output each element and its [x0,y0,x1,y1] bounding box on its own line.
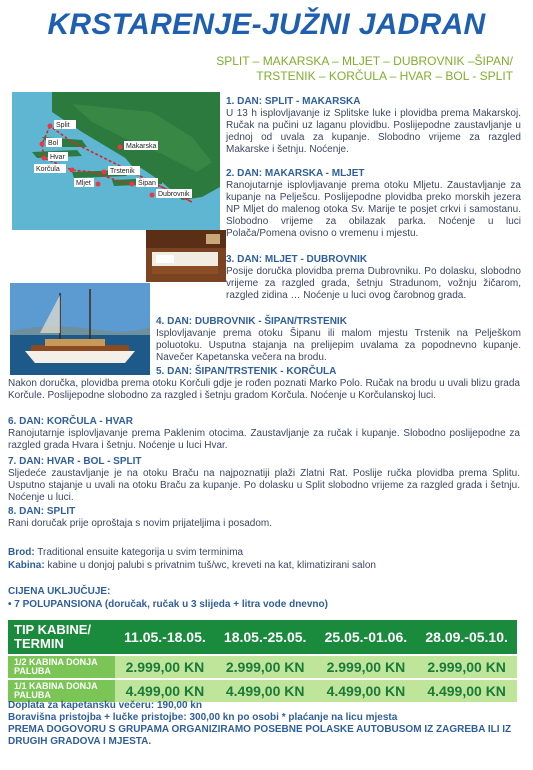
day-4-title: 4. DAN: DUBROVNIK - ŠIPAN/TRSTENIK [156,316,347,327]
page-title: KRSTARENJE-JUŽNI JADRAN [47,8,486,41]
itinerary-day-4 [156,316,521,364]
cabin-type-label: 1/2 KABINA DONJA PALUBA [8,656,115,678]
map-label-korcula: Korčula [36,166,60,173]
map-label-bol: Bol [48,140,59,147]
day-6-text: Ranojutarnje isplovljavanje prema Paklenim otocima. Zaustavljanje za ručak i kupanje. Slobodno poslijepodne za razgled grada Hvara i šetnju. Noćenje u luci Hvar. [8,428,520,451]
table-row [8,680,517,702]
kabina-label: Kabina: [8,560,45,571]
map-marker-korcula [70,168,75,173]
day-1-text: U 13 h isplovljavanje iz Splitske luke i plovidba prema Makarskoj. Ručak na pučini uz laganu plovidbu. Poslijepodne zaustavljanje u jednoj od uvala za kupanje. Slobodno vrijeme za razgled Makarske i šetnju. Noćenje. [226,108,521,155]
brod-label: Brod: [8,547,35,558]
price-cell: 4.499,00 KN [416,680,517,702]
price-cell: 2.999,00 KN [316,656,417,678]
footer-taxes: Boravišna pristojba + lučke pristojbe: 300,00 kn po osobi * plaćanje na licu mjesta [8,712,398,723]
price-includes-item: • 7 POLUPANSIONA (doručak, ručak u 3 slijeda + litra vode dnevno) [8,599,328,610]
day-3-text: Posije doručka plovidba prema Dubrovniku. Po dolasku, slobodno vrijeme za razgled grada, šetnju Stradunom, vožnju žičarom, razgled zidina … Noćenje u luci ovog čarobnog grada. [226,266,521,301]
day-6-title: 6. DAN: KORČULA - HVAR [8,416,133,427]
cabin-photo [146,230,226,282]
route-line-2: TRSTENIK – KORČULA – HVAR – BOL - SPLIT [256,69,513,83]
itinerary-day-7 [8,456,520,504]
itinerary-day-5 [8,366,520,402]
map-marker-sipan [130,182,135,187]
map-marker-mljet [96,182,101,187]
price-table-date-4: 28.09.-05.10. [416,620,517,654]
map-marker-split [48,124,53,129]
itinerary-day-2 [226,168,521,240]
map-label-hvar: Hvar [50,154,65,161]
day-4-text: Isplovljavanje prema otoku Šipanu ili malom mjestu Trstenik na Pelješkom poluotoku. Usputna stajanja na prelijepim uvalama za popodnevno kupanje. Navečer Kapetanska večera na brodu. [156,328,521,363]
kabina-line [8,559,520,572]
day-7-text: Sljedeće zaustavljanje je na otoku Braču na najpoznatiji plaži Zlatni Rat. Poslije ručka plovidba prema Splitu. Usputno stajanje u uvali na otoku Braču za kupanje. Po dolasku u Split slobodno vrijeme za razgled grada i šetnju. Noćenje u luci. [8,468,520,503]
itinerary-day-3 [226,254,521,266]
day-7-title: 7. DAN: HVAR - BOL - SPLIT [8,456,142,467]
brod-value: Traditional ensuite kategorija u svim terminima [37,547,244,558]
map-marker-makarska [118,145,123,150]
map-label-split: Split [56,122,70,129]
day-2-text: Ranojutarnje isplovljavanje prema otoku Mljetu. Zaustavljanje za kupanje na Pelješcu. Poslijepodne plovidba preko morskih jezera NP Mljet do malenog otoka Sv. Marije te posjet crkvi i samostanu. Slobodno vrijeme za obilazak parka. Noćenje u luci Polača/Pomena ovisno o vremenu i mjestu. [226,180,521,239]
price-table-header [8,620,517,654]
boat-photo [10,283,150,375]
price-table-date-3: 25.05.-01.06. [316,620,417,654]
route-subtitle [183,54,513,84]
price-cell: 4.499,00 KN [316,680,417,702]
day-1-title: 1. DAN: SPLIT - MAKARSKA [226,96,361,107]
map-label-makarska: Makarska [126,143,157,150]
price-cell: 4.499,00 KN [215,680,316,702]
itinerary-day-6 [8,416,520,452]
itinerary-day-1 [226,96,521,156]
price-cell: 2.999,00 KN [215,656,316,678]
map-label-sipan: Šipan [138,180,156,187]
price-cell: 2.999,00 KN [115,656,215,678]
day-5-text: Nakon doručka, plovidba prema otoku Korčuli gdje je rođen poznati Marko Polo. Ručak na brodu u uvali blizu grada Korčule. Poslijepodne slobodno za razgled i šetnju gradom Korčula. Noćenje u Korčulanskoj luci. [8,378,520,401]
footer-group-note: PREMA DOGOVORU S GRUPAMA ORGANIZIRAMO POSEBNE POLASKE AUTOBUSOM IZ ZAGREBA ILI IZ DRUGIH GRADOVA I MJESTA. [8,724,512,747]
itinerary-day-8 [8,506,520,530]
map-label-dubrovnik: Dubrovnik [158,191,190,198]
table-row [8,656,517,678]
map-marker-bol [40,142,45,147]
price-cell: 2.999,00 KN [416,656,517,678]
price-includes-label: CIJENA UKLJUČUJE: [8,586,111,597]
kabina-value: kabine u donjoj palubi s privatnim tuš/wc, kreveti na kat, klimatizirani salon [47,560,376,571]
route-map [12,92,220,230]
footer-notes [8,700,520,748]
day-8-title: 8. DAN: SPLIT [8,506,76,517]
ship-info [8,546,520,572]
day-2-title: 2. DAN: MAKARSKA - MLJET [226,168,365,179]
footer-captain-dinner: Doplata za kapetansku večeru: 190,00 kn [8,700,202,711]
brod-line [8,546,520,559]
price-includes [8,585,520,611]
price-table [8,618,517,704]
map-label-mljet: Mljet [76,180,91,187]
cabin-type-label: 1/1 KABINA DONJA PALUBA [8,680,115,702]
map-marker-hvar [42,156,47,161]
day-5-title: 5. DAN: ŠIPAN/TRSTENIK - KORČULA [156,366,337,377]
day-3-title: 3. DAN: MLJET - DUBROVNIK [226,254,368,265]
price-table-date-2: 18.05.-25.05. [215,620,316,654]
price-cell: 4.499,00 KN [115,680,215,702]
route-map-graphic [12,92,220,230]
route-line-1: SPLIT – MAKARSKA – MLJET – DUBROVNIK –ŠIPAN/ [216,54,513,68]
map-marker-trstenik [102,170,107,175]
price-table-header-label: TIP KABINE/ TERMIN [8,620,115,654]
day-8-text: Rani doručak prije oproštaja s novim prijateljima i posadom. [8,518,273,529]
map-label-trstenik: Trstenik [110,168,135,175]
price-table-date-1: 11.05.-18.05. [115,620,215,654]
itinerary-day-3-body [226,266,521,302]
map-marker-dubrovnik [150,193,155,198]
